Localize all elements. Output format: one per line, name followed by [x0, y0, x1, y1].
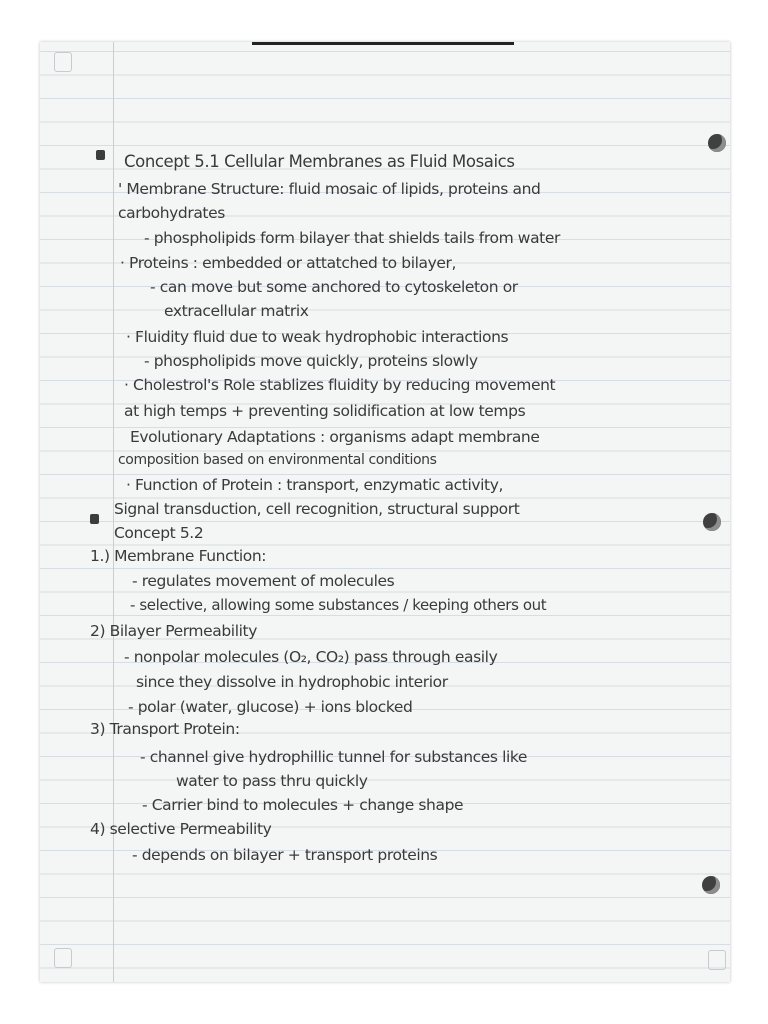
note-line: - can move but some anchored to cytoskeleton or — [150, 278, 518, 296]
note-line: water to pass thru quickly — [176, 772, 368, 790]
note-line: - selective, allowing some substances / keeping others out — [130, 596, 547, 614]
note-line: Concept 5.2 — [114, 524, 204, 542]
note-line: - phospholipids form bilayer that shields tails from water — [144, 229, 560, 247]
note-line: ' Membrane Structure: fluid mosaic of lipids, proteins and — [118, 180, 541, 198]
note-line: - nonpolar molecules (O₂, CO₂) pass through easily — [124, 648, 498, 666]
note-line: - phospholipids move quickly, proteins slowly — [144, 352, 478, 370]
note-line: Signal transduction, cell recognition, structural support — [114, 500, 520, 518]
note-line: - Carrier bind to molecules + change shape — [142, 796, 464, 814]
note-line: carbohydrates — [118, 204, 225, 222]
note-line: at high temps + preventing solidification at low temps — [124, 402, 526, 420]
note-line: since they dissolve in hydrophobic interior — [136, 673, 448, 691]
note-line: composition based on environmental conditions — [118, 452, 437, 468]
note-line: · Function of Protein : transport, enzymatic activity, — [126, 476, 504, 494]
note-line: - depends on bilayer + transport proteins — [132, 846, 438, 864]
note-line: 4) selective Permeability — [90, 820, 272, 838]
note-line: · Proteins : embedded or attatched to bilayer, — [120, 254, 457, 272]
note-line: 3) Transport Protein: — [90, 720, 240, 738]
note-line: · Cholestrol's Role stablizes fluidity by reducing movement — [124, 376, 556, 394]
note-line: · Fluidity fluid due to weak hydrophobic interactions — [126, 328, 509, 346]
note-line: Evolutionary Adaptations : organisms adapt membrane — [130, 428, 540, 446]
note-line: 1.) Membrane Function: — [90, 547, 267, 565]
note-line: - channel give hydrophillic tunnel for substances like — [140, 748, 528, 766]
note-line: 2) Bilayer Permeability — [90, 622, 257, 640]
note-line: extracellular matrix — [164, 302, 309, 320]
note-line: Concept 5.1 Cellular Membranes as Fluid Mosaics — [124, 152, 515, 171]
note-line: - regulates movement of molecules — [132, 572, 395, 590]
note-line: - polar (water, glucose) + ions blocked — [128, 698, 413, 716]
